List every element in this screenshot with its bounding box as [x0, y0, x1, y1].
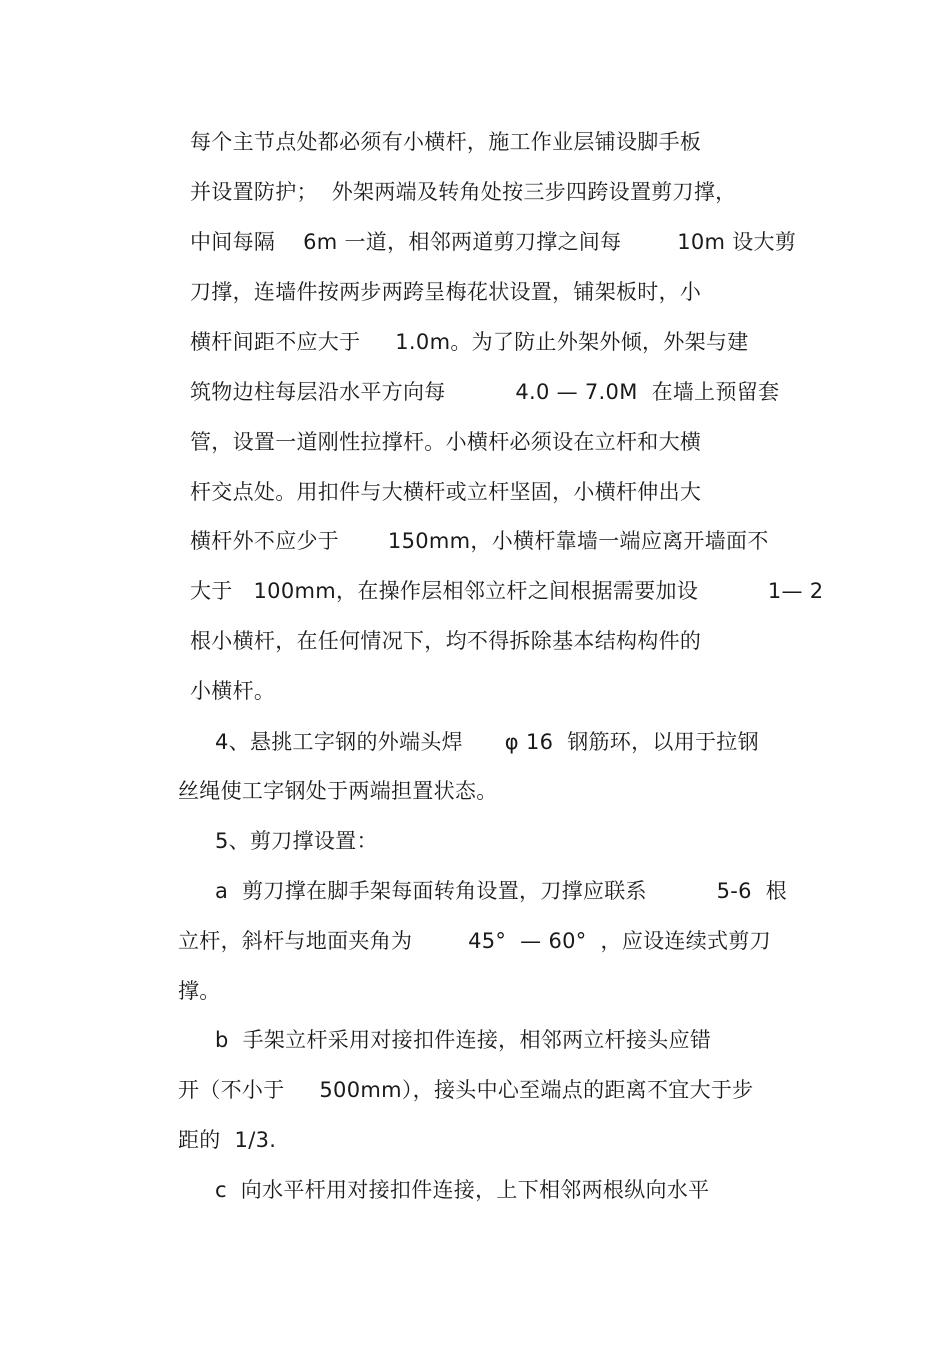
text-line: 丝绳使工字钢处于两端担置状态。 [178, 779, 498, 803]
text-line: 每个主节点处都必须有小横杆，施工作业层铺设脚手板 [190, 130, 702, 154]
text-line: b 手架立杆采用对接扣件连接，相邻两立杆接头应错 [215, 1028, 712, 1052]
text-line: c 向水平杆用对接扣件连接，上下相邻两根纵向水平 [215, 1178, 710, 1202]
text-line: 立杆，斜杆与地面夹角为 45° — 60° ，应设连续式剪刀 [178, 929, 771, 953]
text-line: 横杆外不应少于 150mm，小横杆靠墙一端应离开墙面不 [190, 529, 769, 553]
text-line: 距的 1/3. [178, 1128, 277, 1152]
text-line: 刀撑，连墙件按两步两跨呈梅花状设置，铺架板时，小 [190, 280, 702, 304]
text-line: 撑。 [178, 979, 221, 1003]
text-line: 根小横杆，在任何情况下，均不得拆除基本结构构件的 [190, 629, 702, 653]
text-line: 并设置防护； 外架两端及转角处按三步四跨设置剪刀撑， [190, 180, 737, 204]
text-line: 筑物边柱每层沿水平方向每 4.0 — 7.0M 在墙上预留套 [190, 380, 780, 404]
text-line: 杆交点处。用扣件与大横杆或立杆坚固，小横杆伸出大 [190, 480, 702, 504]
text-line: 4、悬挑工字钢的外端头焊 φ 16 钢筋环，以用于拉钢 [215, 730, 759, 754]
text-line: 5、剪刀撑设置： [215, 829, 378, 853]
text-line: 中间每隔 6m 一道，相邻两道剪刀撑之间每 10m 设大剪 [190, 230, 797, 254]
text-line: 横杆间距不应大于 1.0m。为了防止外架外倾，外架与建 [190, 330, 749, 354]
text-line: 大于 100mm，在操作层相邻立杆之间根据需要加设 1— 2 [190, 579, 824, 603]
text-line: a 剪刀撑在脚手架每面转角设置，刀撑应联系 5-6 根 [215, 879, 788, 903]
text-line: 开（不小于 500mm），接头中心至端点的距离不宜大于步 [178, 1078, 754, 1102]
text-line: 小横杆。 [190, 679, 276, 703]
text-line: 管，设置一道刚性拉撑杆。小横杆必须设在立杆和大横 [190, 430, 702, 454]
